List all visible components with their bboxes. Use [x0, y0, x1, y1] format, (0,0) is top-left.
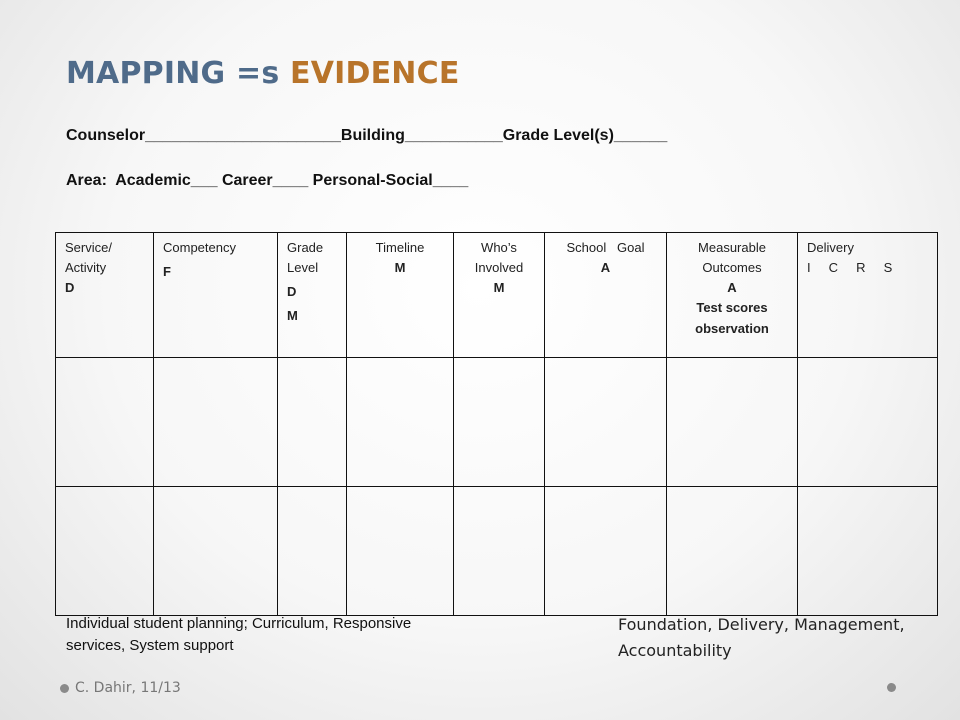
header-label: Service/ Activity [65, 240, 112, 276]
mapping-table [55, 232, 938, 616]
bullet-dot-icon [887, 683, 896, 692]
table-row [56, 487, 938, 616]
header-code: D [65, 280, 75, 296]
table-cell[interactable] [278, 358, 347, 487]
table-cell[interactable] [798, 487, 938, 616]
framework-components-note: Foundation, Delivery, Management, Accountability [618, 615, 905, 660]
table-cell[interactable] [545, 487, 667, 616]
delivery-components-note: Individual student planning; Curriculum, Responsive services, System support [66, 615, 412, 654]
header-label: Measurable Outcomes [698, 240, 766, 276]
table-cell[interactable] [545, 358, 667, 487]
table-cell[interactable] [56, 487, 154, 616]
header-delivery [798, 233, 938, 358]
table-cell[interactable] [347, 487, 454, 616]
header-code: M [287, 308, 298, 324]
table-cell[interactable] [154, 358, 278, 487]
bullet-dot-icon [60, 684, 69, 693]
header-label: Delivery [807, 240, 854, 255]
table-header-row [56, 233, 938, 358]
header-grade-level [278, 233, 347, 358]
table-cell[interactable] [56, 358, 154, 487]
header-code: A [600, 260, 611, 276]
title-part-2: EVIDENCE [290, 56, 460, 91]
header-measurable-outcomes [667, 233, 798, 358]
header-whos-involved [454, 233, 545, 358]
header-label: Timeline [375, 240, 425, 255]
table-cell[interactable] [667, 487, 798, 616]
table-row [56, 358, 938, 487]
footer [60, 680, 181, 696]
area-line: Area: Academic___ Career____ Personal-Social____ [66, 172, 469, 189]
header-code: A [727, 280, 737, 296]
header-label: Grade Level [287, 240, 324, 276]
table-cell[interactable] [798, 358, 938, 487]
table-cell[interactable] [454, 358, 545, 487]
title-part-1: MAPPING =s [66, 56, 291, 91]
header-service-activity [56, 233, 154, 358]
page-title [66, 56, 460, 91]
header-code: M [493, 280, 505, 296]
header-label: Competency [163, 240, 236, 255]
header-competency [154, 233, 278, 358]
table-cell[interactable] [667, 358, 798, 487]
header-code: D [287, 284, 297, 300]
table-cell[interactable] [454, 487, 545, 616]
table-cell[interactable] [154, 487, 278, 616]
header-label: School Goal [566, 240, 645, 255]
header-code: M [394, 260, 406, 276]
header-timeline [347, 233, 454, 358]
footer-credit: C. Dahir, 11/13 [75, 680, 181, 696]
table-cell[interactable] [347, 358, 454, 487]
table-cell[interactable] [278, 487, 347, 616]
header-school-goal [545, 233, 667, 358]
header-code: F [163, 264, 171, 280]
header-label: Who’s Involved [474, 240, 524, 276]
header-sub: I C R S [807, 260, 893, 276]
header-extra: Test scores observation [695, 300, 769, 336]
counselor-building-grade-line: Counselor______________________Building___________Grade Level(s)______ [66, 127, 668, 144]
